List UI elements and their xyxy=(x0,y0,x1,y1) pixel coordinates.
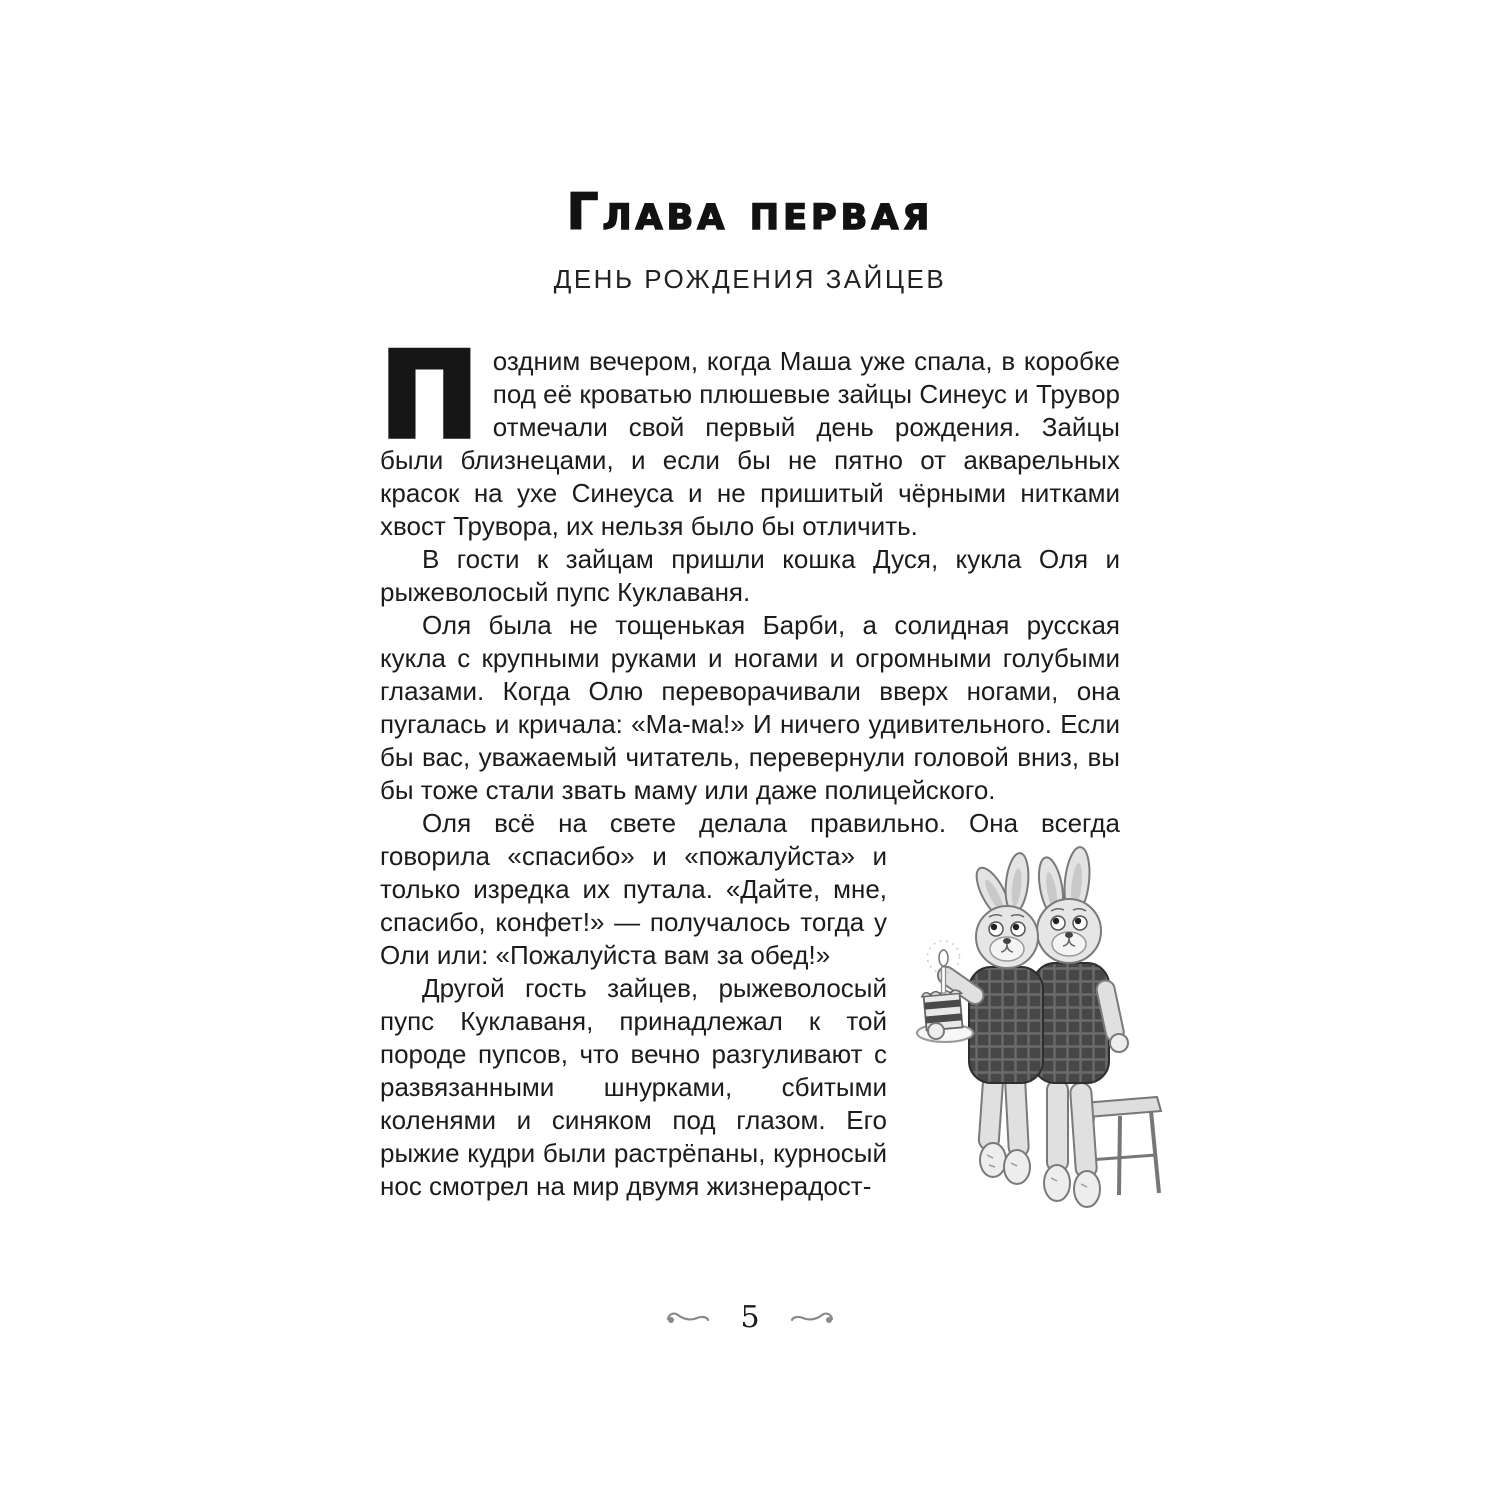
paragraph xyxy=(380,543,1120,609)
paragraph xyxy=(380,326,1120,543)
page-footer xyxy=(0,1300,1500,1335)
bunny-legs xyxy=(978,1069,1100,1207)
paragraph-text: оздним вечером, когда Маша уже спала, в коробке под её кроватью плюшевые зайцы Синеус и Трувор отмечали свой первый день рождения. Зайцы были близнецами, и если бы не пятно от акварельных красок на ухе Синеуса и не пришитый чёрными нитками хвост Трувора, их нельзя было бы отличить. xyxy=(380,346,1120,541)
bunny-bodies xyxy=(969,963,1109,1083)
body-text xyxy=(380,326,1120,1203)
paragraph-text: Другой гость зайцев, рыжеволосый пупс Куклаваня, принадлежал к той породе пупсов, что вечно разгуливают с развязанными шнурками, сбитыми коленями и синяком под глазом. Его рыжие кудри были растрёпаны, курносый нос смотрел на мир двумя жизнерадост- xyxy=(380,973,887,1201)
text-column xyxy=(380,0,1120,1203)
paragraph-text: Оля всё на свете делала правильно. Она всегда говорила «спасибо» и «пожалуйста» и только изредка их путала. «Дайте, мне, спасибо, конфет!» — получалось тогда у Оли или: «Пожалуйста вам за обед!» xyxy=(380,808,1120,970)
chapter-title: Глава первая xyxy=(566,183,934,241)
paragraph-text: Оля была не тощенькая Барби, а солидная русская кукла с крупными руками и ногами и огромными голубыми глазами. Когда Олю переворачивали вверх ногами, она пугалась и кричала: «Ма-ма!» И ничего удивительного. Если бы вас, уважаемый читатель, перевернули головой вниз, вы бы тоже стали звать маму или даже полицейского. xyxy=(380,610,1120,805)
paragraph xyxy=(380,609,1120,807)
paragraph-text: В гости к зайцам пришли кошка Дуся, кукла Оля и рыжеволосый пупс Куклаваня. xyxy=(380,544,1120,607)
swirl-ornament-left-icon xyxy=(666,1309,710,1327)
page-number: 5 xyxy=(740,1300,760,1335)
bunny-heads xyxy=(976,899,1101,968)
illustration-plush-bunnies xyxy=(905,807,1120,1219)
chapter-subtitle: ДЕНЬ РОЖДЕНИЯ ЗАЙЦЕВ xyxy=(553,264,947,294)
drop-cap: П xyxy=(380,326,479,464)
paragraph xyxy=(380,807,1120,972)
swirl-ornament-right-icon xyxy=(790,1309,834,1327)
bunnies-cake-illustration xyxy=(905,845,1165,1215)
